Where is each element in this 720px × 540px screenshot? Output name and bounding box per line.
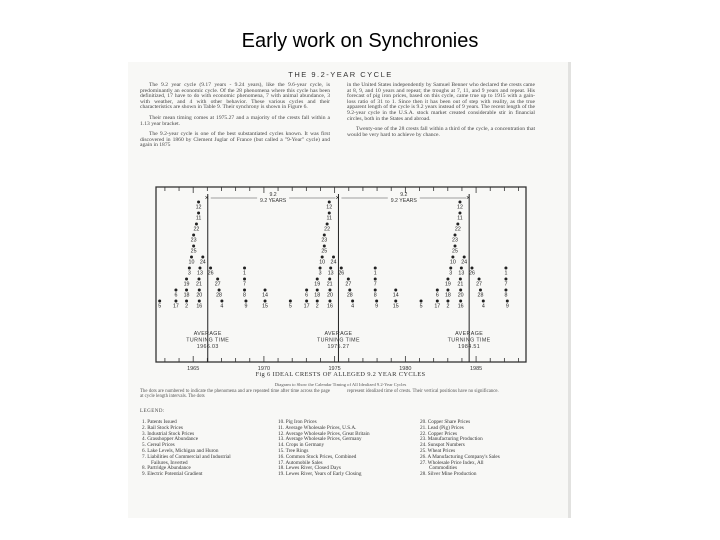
crest-label: 23	[452, 237, 458, 244]
crest-label: 25	[190, 248, 197, 255]
legend-item: 8. Partridge Abundance	[142, 465, 191, 472]
crest-dot	[394, 300, 397, 303]
crest-label: 12	[457, 204, 463, 211]
crest-label: 27	[214, 281, 221, 288]
crest-label: 12	[195, 204, 202, 211]
interval-label: 9.2	[269, 192, 277, 198]
crest-label: 18	[314, 292, 321, 299]
crest-dot	[185, 278, 188, 281]
figure-notes-right: represent idealized time of crests. Their vertical positions have no significance.	[347, 389, 499, 394]
crest-label: 21	[457, 281, 464, 288]
crest-label: 22	[193, 226, 200, 233]
legend-item: Commodities	[429, 465, 457, 472]
crest-dot	[195, 223, 198, 226]
crest-dot	[459, 289, 462, 292]
crest-dot	[185, 289, 188, 292]
crest-dot	[458, 201, 461, 204]
crest-dot	[446, 278, 449, 281]
crest-dot	[479, 289, 482, 292]
crest-label: 9	[505, 303, 509, 310]
turning-time-label: AVERAGE	[193, 331, 222, 337]
legend-title: LEGEND:	[140, 409, 165, 414]
legend-item: 26. A Manufacturing Company's Sales	[420, 453, 500, 460]
legend-item: 21. Lead (Pig) Prices	[420, 424, 464, 431]
crest-label: 17	[303, 303, 310, 310]
crest-marker-icon: ×	[335, 195, 340, 202]
crest-dot	[374, 267, 377, 270]
crest-label: 20	[457, 292, 464, 299]
crest-label: 1	[373, 270, 377, 277]
legend-column-1	[142, 420, 231, 478]
crest-label: 6	[435, 292, 439, 299]
legend-item: 10. Pig Iron Prices	[278, 419, 317, 425]
crest-dot	[436, 300, 439, 303]
crest-dot	[289, 300, 292, 303]
legend-item: 5. Cereal Prices	[142, 442, 175, 449]
crest-label: 26	[338, 270, 345, 277]
crest-dot	[454, 234, 457, 237]
crest-dot	[197, 212, 200, 215]
crest-dot	[463, 256, 466, 259]
crest-label: 17	[172, 303, 179, 310]
crest-label: 1	[504, 270, 508, 277]
crest-dot	[197, 201, 200, 204]
crest-label: 8	[373, 292, 377, 299]
crest-dot	[218, 289, 221, 292]
interval-label: 9.2 YEARS	[260, 198, 287, 204]
crest-dot	[319, 267, 322, 270]
crest-label: 26	[207, 270, 214, 277]
paragraph: The 9.2 year cycle (9.17 years - 9.24 years), like the 9.6-year cycle, is predominantly an economic cycle. Of the 28 phenomena where this cycle has been definitized, 17 have to do with economic phenomena, 7 with animal abundance, 3 with weather, and 4 with other behavior. These various cycles and their characteristics are shown in Table 9. Their synchrony is shown in Figure 6.	[140, 82, 330, 111]
legend-item: 11. Average Wholesale Prices, U.S.A.	[278, 424, 357, 431]
crest-label: 6	[174, 292, 178, 299]
crest-label: 28	[477, 292, 484, 299]
crest-dot	[478, 278, 481, 281]
legend-item: 7. Liabilities of Commercial and Industrial	[142, 453, 231, 460]
crest-dot	[351, 300, 354, 303]
crest-label: 19	[183, 281, 190, 288]
crest-dot	[220, 300, 223, 303]
crest-dot	[321, 256, 324, 259]
crest-label: 2	[446, 303, 450, 310]
crest-dot	[305, 289, 308, 292]
crest-label: 10	[188, 259, 195, 266]
crest-dot	[174, 289, 177, 292]
crest-label: 5	[158, 303, 162, 310]
crest-label: 16	[327, 303, 333, 310]
crest-dot	[326, 223, 329, 226]
legend-item: 2. Rail Stock Prices	[142, 424, 183, 431]
legend-item: 3. Industrial Stock Prices	[142, 430, 195, 437]
crest-marker-icon: ×	[466, 195, 471, 202]
legend-item: 16. Common Stock Prices, Combined	[278, 453, 357, 460]
crest-label: 21	[196, 281, 202, 288]
crest-dot	[323, 234, 326, 237]
crest-dot	[482, 300, 485, 303]
crest-dot	[375, 300, 378, 303]
turning-time-label: 1966.03	[196, 344, 219, 350]
crest-dot	[332, 256, 335, 259]
crest-dot	[374, 278, 377, 281]
crest-label: 11	[326, 215, 333, 222]
legend-column-2	[278, 420, 370, 478]
crest-label: 16	[196, 303, 203, 310]
crest-dot	[198, 267, 201, 270]
x-tick-label: 1970	[257, 366, 271, 372]
interval-label: 9.2	[400, 192, 408, 198]
crest-dot	[190, 256, 193, 259]
legend-item: 13. Average Wholesale Prices, Germany	[278, 436, 362, 443]
legend-item: 22. Copper Prices	[420, 430, 458, 437]
paragraph: Twenty-one of the 28 crests fall within a third of the cycle, a concentration that would be very hard to achieve by chance.	[347, 126, 535, 138]
crest-dot	[340, 267, 343, 270]
legend-item: 6. Lake Levels, Michigan and Huron	[142, 447, 219, 454]
crest-label: 26	[469, 270, 475, 277]
turning-time-label: TURNING TIME	[186, 337, 230, 344]
legend-item: 17. Automobile Sales	[278, 459, 323, 466]
legend-item: 28. Silver Mine Production	[420, 471, 477, 478]
crest-dot	[506, 300, 509, 303]
crest-label: 24	[199, 259, 206, 266]
turning-time-label: TURNING TIME	[316, 337, 360, 344]
crest-dot	[201, 256, 204, 259]
crest-dot	[198, 300, 201, 303]
legend-item: 19. Lewes River, Years of Early Closing	[278, 471, 362, 478]
crest-marker-icon: ×	[204, 195, 209, 202]
legend-item: 1. Patents Issued	[142, 419, 177, 425]
legend-item: 18. Lewes River, Closed Days	[278, 465, 341, 472]
crest-dot	[504, 289, 507, 292]
crest-label: 24	[461, 259, 468, 266]
crest-label: 18	[183, 292, 190, 299]
crest-label: 27	[476, 281, 483, 288]
crest-dot	[449, 267, 452, 270]
crest-label: 13	[197, 270, 203, 277]
crest-dot	[305, 300, 308, 303]
legend-item: 20. Copper Share Prices	[420, 419, 471, 425]
crest-label: 23	[190, 237, 197, 244]
crest-dot	[460, 267, 463, 270]
crest-dot	[328, 300, 331, 303]
crest-dot	[329, 267, 332, 270]
crest-dot	[185, 300, 188, 303]
figure-subcaption: Diagram to Show the Calendar Timing of All Idealized 9.2-Year Cycles	[274, 382, 407, 387]
crest-dot	[174, 300, 177, 303]
legend-item: 12. Average Wholesale Prices, Great Britain	[278, 430, 370, 437]
crest-label: 15	[262, 303, 268, 310]
legend-item: 25. Wheat Prices	[420, 447, 456, 454]
crest-dot	[216, 278, 219, 281]
crest-label: 5	[419, 303, 423, 310]
crest-dot	[243, 278, 246, 281]
left-text-column	[140, 83, 330, 154]
crest-label: 8	[243, 292, 247, 299]
legend-column-3	[420, 420, 500, 478]
crest-dot	[188, 267, 191, 270]
crest-dot	[348, 289, 351, 292]
legend-item: 14. Crops in Germany	[278, 442, 325, 449]
crest-dot	[446, 300, 449, 303]
crest-label: 19	[314, 281, 321, 288]
crest-dot	[328, 201, 331, 204]
crest-label: 15	[392, 303, 399, 310]
crest-dot	[459, 278, 462, 281]
interval-label: 9.2 YEARS	[390, 198, 417, 204]
crest-label: 25	[452, 248, 458, 255]
paragraph: Their mean timing comes at 1975.27 and a majority of the crests fall within a 1.13 year bracket.	[140, 114, 330, 127]
legend-item: 23. Manufacturing Production	[420, 436, 483, 443]
crest-label: 13	[327, 270, 334, 277]
crest-label: 12	[326, 204, 333, 211]
crest-label: 3	[187, 270, 191, 277]
crest-label: 10	[449, 259, 456, 266]
crest-label: 11	[457, 215, 463, 222]
crest-label: 9	[375, 303, 379, 310]
turning-time-label: 1984.51	[458, 344, 481, 350]
paragraph: in the United States independently by Samuel Benner who declared the crests came at 8, 9, and 10 years and repeat; the troughs at 7, 11, and 9 years and repeat. His forecast of pig iron prices, based on this cycle, came true up to 1915 with a gain-loss ratio of 31 to 1. Since then it has been out of step with reality, as the true apparent length of the cycle is 9.2 years instead of 9 years. The recent length of the 9.2-year cycle in the U.S.A. stock market created considerable stir in financial circles, both in the States and abroad.	[347, 82, 535, 122]
crest-dot	[328, 212, 331, 215]
crest-label: 13	[458, 270, 465, 277]
crest-dot	[420, 300, 423, 303]
crest-label: 7	[504, 281, 508, 288]
figure-caption: Fig 6 IDEAL CRESTS OF ALLEGED 9.2 YEAR CYCLES	[255, 371, 426, 378]
crest-label: 20	[196, 292, 203, 299]
turning-time-label: TURNING TIME	[447, 337, 491, 344]
crest-dot	[323, 245, 326, 248]
crest-label: 7	[373, 281, 377, 288]
crest-dot	[328, 278, 331, 281]
legend-item: 27. Wholesale Price Index, All	[420, 459, 484, 466]
crest-label: 7	[243, 281, 247, 288]
crest-label: 25	[321, 248, 328, 255]
turning-time-label: AVERAGE	[455, 331, 484, 337]
paragraph: The 9.2-year cycle is one of the best substantiated cycles known. It was first discovered in 1860 by Clement Juglar of France (but called a "9-Year" cycle) and again in 1875	[140, 131, 330, 149]
crest-label: 27	[345, 281, 352, 288]
crest-dot	[316, 278, 319, 281]
legend-item: 9. Electric Potential Gradient	[142, 471, 203, 478]
crest-label: 6	[305, 292, 309, 299]
crest-label: 20	[327, 292, 333, 299]
crest-label: 5	[288, 303, 292, 310]
crest-dot	[198, 289, 201, 292]
crest-label: 8	[504, 292, 508, 299]
right-text-column	[347, 83, 535, 143]
legend-item: 4. Grasshopper Abundance	[142, 436, 199, 443]
legend-item: Failures, Inverted	[151, 459, 188, 466]
crest-dot	[264, 300, 267, 303]
crest-label: 3	[318, 270, 322, 277]
crest-dot	[243, 267, 246, 270]
crest-label: 1	[243, 270, 247, 277]
crest-label: 18	[444, 292, 451, 299]
x-tick-label: 1965	[187, 366, 200, 372]
crest-label: 2	[185, 303, 189, 310]
crest-label: 21	[326, 281, 333, 288]
crest-label: 10	[319, 259, 326, 266]
crest-label: 22	[324, 226, 331, 233]
x-tick-label: 1980	[399, 366, 412, 372]
crest-label: 24	[330, 259, 337, 266]
crest-label: 14	[262, 292, 268, 299]
crest-dot	[209, 267, 212, 270]
crest-label: 16	[457, 303, 464, 310]
crest-label: 17	[434, 303, 441, 310]
crest-dot	[394, 289, 397, 292]
crest-dot	[446, 289, 449, 292]
crest-dot	[197, 278, 200, 281]
x-tick-label: 1975	[328, 366, 341, 372]
x-tick-label: 1985	[469, 366, 483, 372]
crest-dot	[316, 289, 319, 292]
crest-dot	[456, 223, 459, 226]
crest-dot	[347, 278, 350, 281]
crest-dot	[454, 245, 457, 248]
crest-label: 2	[315, 303, 319, 310]
crest-dot	[158, 300, 161, 303]
crest-dot	[504, 278, 507, 281]
crest-dot	[192, 234, 195, 237]
legend-item: 15. Tree Rings	[278, 447, 309, 454]
crest-dot	[458, 212, 461, 215]
crest-label: 4	[481, 303, 485, 310]
crest-label: 14	[392, 292, 399, 299]
document-heading: THE 9.2-YEAR CYCLE	[288, 70, 393, 79]
crest-label: 9	[244, 303, 248, 310]
crest-dot	[470, 267, 473, 270]
crest-label: 4	[351, 303, 355, 310]
crest-dot	[243, 289, 246, 292]
crest-label: 22	[454, 226, 461, 233]
crest-dot	[436, 289, 439, 292]
crest-dot	[451, 256, 454, 259]
crest-label: 23	[321, 237, 328, 244]
crest-dot	[264, 289, 267, 292]
crest-label: 19	[444, 281, 451, 288]
turning-time-label: AVERAGE	[324, 331, 353, 337]
crest-dot	[504, 267, 507, 270]
crest-label: 28	[216, 292, 223, 299]
crest-label: 4	[220, 303, 224, 310]
crest-dot	[244, 300, 247, 303]
scanned-document	[128, 62, 571, 518]
crest-dot	[328, 289, 331, 292]
crest-label: 3	[449, 270, 453, 277]
crest-dot	[316, 300, 319, 303]
legend-item: 24. Sunspot Numbers	[420, 442, 465, 449]
figure-notes-left: The dots are numbered to indicate the phenomena and are repeated time after time across the page at cycle length intervals. The dots	[140, 389, 330, 399]
slide-title: Early work on Synchronies	[241, 30, 479, 52]
crest-dot	[374, 289, 377, 292]
crest-timing-chart	[155, 186, 527, 376]
crest-dot	[459, 300, 462, 303]
crest-label: 28	[346, 292, 353, 299]
turning-time-label: 1975.27	[327, 344, 350, 350]
crest-dot	[192, 245, 195, 248]
crest-label: 11	[195, 215, 202, 222]
